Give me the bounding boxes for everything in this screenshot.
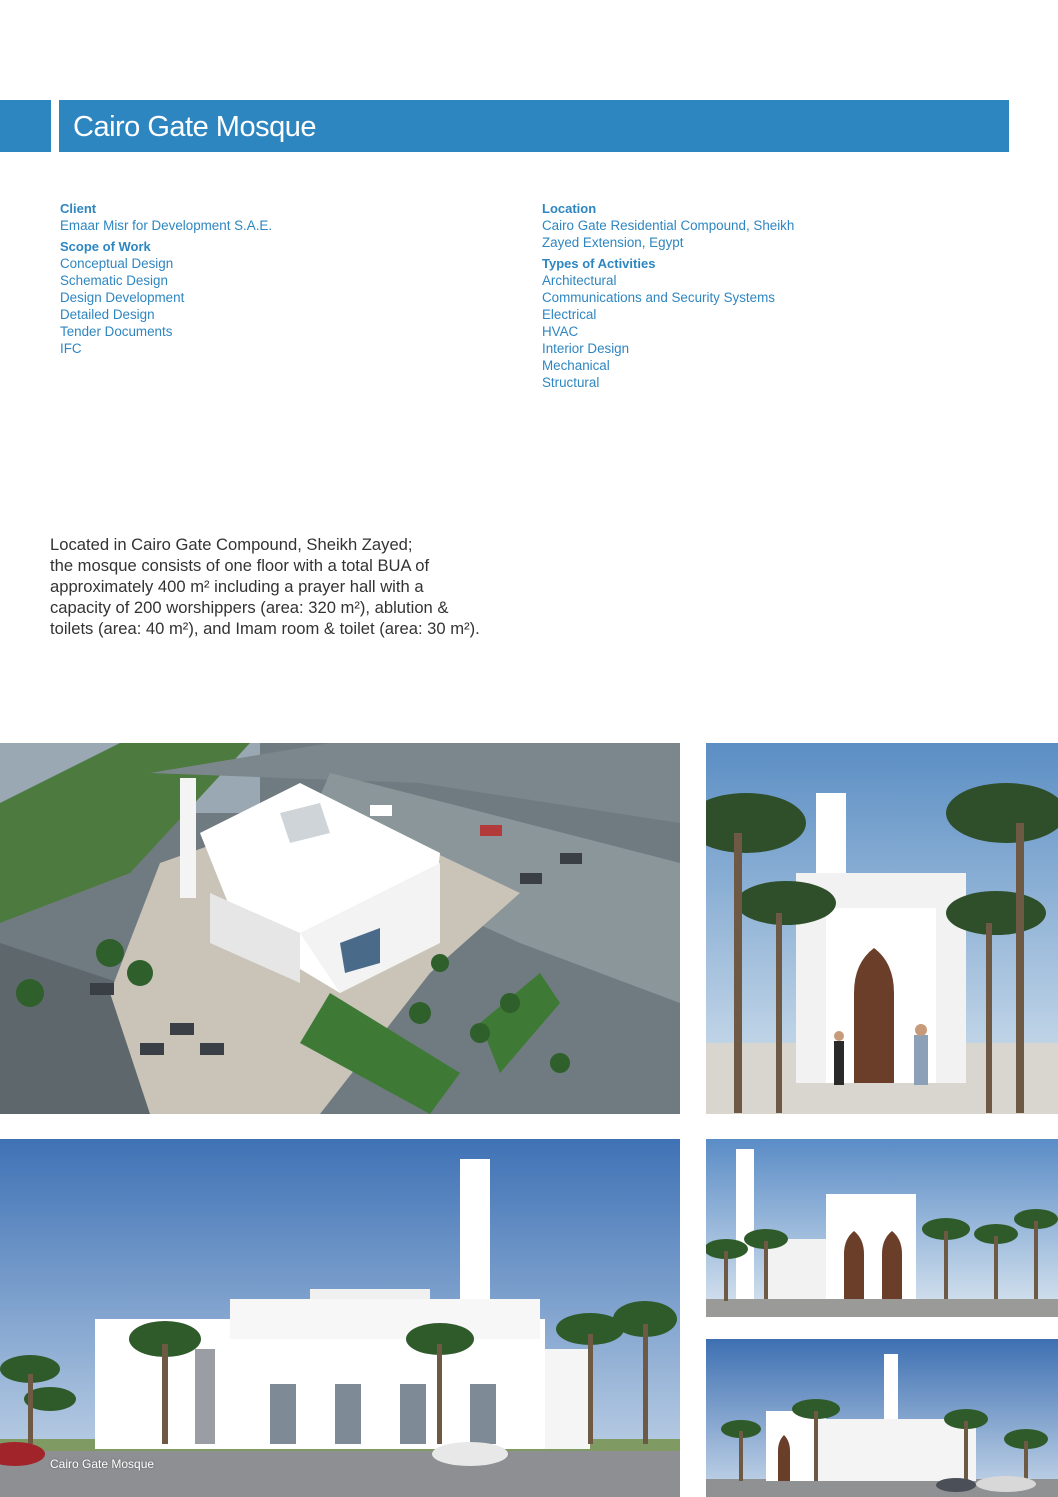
- location-label: Location: [542, 201, 597, 216]
- activity-item: Interior Design: [542, 341, 630, 356]
- activity-item: Mechanical: [542, 358, 610, 373]
- location-line: Cairo Gate Residential Compound, Sheikh: [542, 218, 795, 233]
- street-view-image: [706, 1339, 1058, 1497]
- description-line: approximately 400 m² including a prayer hall with a: [50, 577, 424, 596]
- activity-item: Structural: [542, 375, 600, 390]
- scope-item: Design Development: [60, 290, 185, 305]
- aerial-view-image: [0, 743, 680, 1114]
- scope-item: Schematic Design: [60, 273, 168, 288]
- project-info-left: [60, 200, 500, 357]
- description-line: Located in Cairo Gate Compound, Sheikh Zayed;: [50, 535, 413, 554]
- scope-label: Scope of Work: [60, 239, 151, 254]
- side-elevation-image: [0, 1139, 680, 1497]
- activity-item: Electrical: [542, 307, 597, 322]
- header-accent-tab: [0, 100, 51, 152]
- activity-item: Communications and Security Systems: [542, 290, 775, 305]
- scope-item: Conceptual Design: [60, 256, 174, 271]
- scope-item: Detailed Design: [60, 307, 155, 322]
- project-description: [50, 534, 550, 639]
- description-line: capacity of 200 worshippers (area: 320 m²), ablution &: [50, 598, 449, 617]
- scope-item: Tender Documents: [60, 324, 173, 339]
- location-line: Zayed Extension, Egypt: [542, 235, 684, 250]
- perspective-view-image: [706, 1139, 1058, 1317]
- client-value: Emaar Misr for Development S.A.E.: [60, 218, 273, 233]
- project-info-right: [542, 200, 842, 391]
- scope-item: IFC: [60, 341, 82, 356]
- activity-item: HVAC: [542, 324, 579, 339]
- page-title: Cairo Gate Mosque: [73, 111, 316, 143]
- description-line: the mosque consists of one floor with a total BUA of: [50, 556, 430, 575]
- entrance-view-image: [706, 743, 1058, 1114]
- activities-label: Types of Activities: [542, 256, 656, 271]
- client-label: Client: [60, 201, 97, 216]
- header-bar: [59, 100, 1009, 152]
- description-line: toilets (area: 40 m²), and Imam room & toilet (area: 30 m²).: [50, 619, 480, 638]
- activity-item: Architectural: [542, 273, 617, 288]
- image-caption: Cairo Gate Mosque: [50, 1457, 155, 1471]
